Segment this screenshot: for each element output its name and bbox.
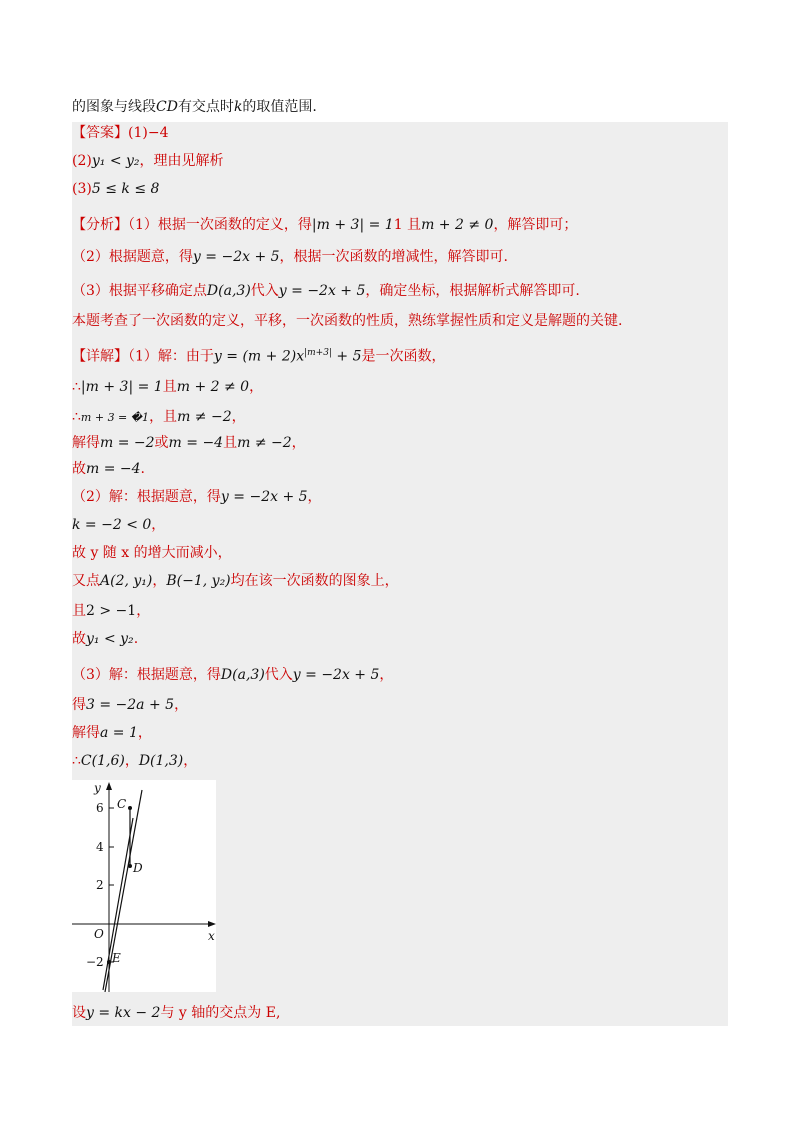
detail-math: m ≠ −2: [237, 435, 292, 451]
intro-line: [72, 96, 728, 118]
intro-text: 的取值范围.: [242, 99, 317, 115]
detail-text: ，: [379, 667, 394, 683]
detail-line-6: [72, 486, 322, 508]
detail-line-9: [72, 570, 399, 592]
detail-math: 3 = −2a + 5: [86, 697, 175, 713]
detail-math: y = (m + 2)x: [213, 348, 305, 365]
detail-text: ，: [291, 435, 306, 451]
analysis-math: y = −2x + 5: [192, 249, 280, 265]
point-e-label: E: [112, 951, 121, 965]
answer-math: 5 ≤ k ≤ 8: [91, 181, 160, 197]
detail-text: ，: [174, 697, 189, 713]
analysis-math: y = −2x + 5: [278, 283, 366, 299]
x-axis-label: x: [208, 929, 215, 943]
answer-line-1: [72, 122, 168, 144]
detail-text: ，: [231, 409, 246, 425]
detail-math-exponent: |m+3|: [304, 348, 332, 358]
point-d-label: D: [133, 861, 143, 875]
detail-math: y₁ < y₂: [86, 631, 134, 647]
analysis-math: m + 2 ≠ 0: [421, 217, 494, 233]
detail-line-16: [72, 1002, 280, 1024]
detail-math: m + 2 ≠ 0: [176, 379, 250, 395]
detail-text: ，且: [149, 409, 178, 425]
detail-text: ，: [307, 489, 322, 505]
detail-text: 故: [72, 461, 86, 477]
analysis-line-2: [72, 246, 508, 268]
detail-text: 故: [72, 631, 86, 647]
answer-num: (3): [72, 181, 92, 197]
detail-text: ，: [136, 603, 151, 619]
detail-text: 且: [223, 435, 238, 451]
analysis-text: （3）根据平移确定点: [72, 283, 207, 299]
detail-math: m = −2: [100, 435, 155, 451]
detail-math: y = −2x + 5: [292, 667, 380, 683]
segment-label: CD: [156, 99, 178, 115]
detail-math: + 5: [331, 348, 362, 365]
detail-text: 解得: [72, 725, 100, 741]
detail-text: 是一次函数，: [361, 348, 446, 365]
tick-label-4: 4: [96, 840, 104, 854]
detail-math: B(−1, y₂): [166, 573, 231, 589]
answer-math: y₁ < y₂: [91, 153, 140, 169]
detail-math: D(1,3): [138, 753, 184, 769]
detail-math: m = −4: [168, 435, 224, 451]
graph-svg: [72, 780, 216, 992]
point-c-dot: [128, 806, 132, 810]
point-e-dot: [107, 960, 111, 964]
answer-text: ，理由见解析: [139, 153, 224, 169]
therefore-symbol: ∴: [72, 409, 81, 425]
detail-text: 均在该一次函数的图象上，: [230, 573, 399, 589]
detail-line-15: [72, 750, 197, 772]
detail-math: m ≠ −2: [177, 409, 232, 425]
answer-num: (1): [128, 125, 148, 141]
y-axis-arrow-icon: [106, 782, 112, 790]
detail-text: 且: [72, 603, 86, 619]
detail-text: .: [140, 461, 145, 477]
analysis-text: ，确定坐标，根据解析式解答即可.: [365, 283, 580, 299]
detail-line-5: [72, 458, 145, 480]
y-axis-label: y: [94, 781, 101, 795]
detail-math: a = 1: [100, 725, 138, 741]
point-d-dot: [128, 864, 132, 868]
tick-label-2: 2: [96, 878, 104, 892]
detail-text: 代入: [264, 667, 293, 683]
analysis-text: （2）根据题意，得: [72, 249, 193, 265]
detail-text: ，: [152, 573, 167, 589]
therefore-symbol: ∴: [72, 753, 81, 769]
detail-math: m + 3 = �1: [80, 411, 150, 424]
detail-math: y = kx − 2: [86, 1005, 161, 1021]
k-variable: k: [233, 99, 243, 115]
detail-math: m = −4: [86, 461, 141, 477]
detail-text: ，: [151, 517, 166, 533]
detail-math: k = −2 < 0: [72, 517, 152, 533]
detail-text: 或: [154, 435, 169, 451]
detail-line-12: [72, 664, 393, 686]
detail-text: （3）解：根据题意，得: [72, 667, 221, 683]
analysis-summary: [72, 310, 622, 332]
detail-line-8: [72, 542, 232, 564]
intro-text: 的图象与线段: [72, 99, 156, 115]
answer-value: −4: [147, 125, 169, 141]
detail-line-2: [72, 376, 263, 398]
detail-text: 与 y 轴的交点为 E,: [160, 1005, 281, 1021]
coordinate-graph: [72, 780, 216, 992]
detail-math: |m + 3| = 1: [80, 379, 163, 395]
solution-panel: [72, 122, 728, 1026]
analysis-tag: 【分析】: [72, 217, 128, 233]
analysis-summary-text: 本题考查了一次函数的定义，平移，一次函数的性质，熟练掌握性质和定义是解题的关键.: [72, 313, 623, 329]
analysis-line-3: [72, 280, 580, 302]
analysis-line-1: [72, 214, 577, 236]
detail-math: A(2, y₁): [100, 573, 153, 589]
answer-num: (2): [72, 153, 92, 169]
detail-line-14: [72, 722, 152, 744]
analysis-text: ，解答即可；: [493, 217, 578, 233]
tick-label-6: 6: [96, 801, 104, 815]
detail-text: .: [133, 631, 139, 647]
detail-line-10: [72, 600, 150, 622]
analysis-text: 代入: [250, 283, 279, 299]
analysis-math: D(a,3): [206, 283, 251, 299]
detail-line-3: [72, 406, 246, 428]
detail-math: C(1,6): [80, 753, 125, 769]
detail-line-1: [72, 342, 446, 364]
detail-text: 设: [72, 1005, 86, 1021]
origin-label: O: [94, 927, 104, 941]
answer-line-2: [72, 150, 224, 172]
analysis-text: 1 且: [393, 217, 422, 233]
detail-text: （2）解：根据题意，得: [72, 489, 221, 505]
detail-text: ，: [249, 379, 264, 395]
detail-text: 又点: [72, 573, 100, 589]
detail-line-7: [72, 514, 165, 536]
detail-text: 得: [72, 697, 86, 713]
x-axis-arrow-icon: [208, 921, 216, 927]
answer-tag: 【答案】: [72, 125, 128, 141]
analysis-math: |m + 3| = 1: [311, 217, 394, 233]
detail-line-11: [72, 628, 138, 650]
detail-line-13: [72, 694, 188, 716]
point-c-label: C: [117, 797, 127, 811]
detail-tag: 【详解】: [72, 348, 128, 365]
detail-text: （1）解：由于: [128, 348, 214, 365]
detail-text: ，: [183, 753, 198, 769]
detail-math: 2 > −1: [86, 603, 137, 619]
detail-text: ，: [137, 725, 152, 741]
detail-text: 且: [162, 379, 177, 395]
detail-math: y = −2x + 5: [220, 489, 308, 505]
detail-text: 解得: [72, 435, 100, 451]
detail-line-4: [72, 432, 306, 454]
detail-math: D(a,3): [220, 667, 265, 683]
therefore-symbol: ∴: [72, 379, 81, 395]
intro-text: 有交点时: [177, 99, 234, 115]
detail-text: ，: [124, 753, 139, 769]
tick-label-neg2: −2: [86, 955, 104, 969]
analysis-text: ，根据一次函数的增减性，解答即可.: [279, 249, 508, 265]
analysis-text: （1）根据一次函数的定义，得: [128, 217, 312, 233]
answer-line-3: [72, 178, 159, 200]
detail-text: 故 y 随 x 的增大而减小，: [72, 545, 232, 561]
